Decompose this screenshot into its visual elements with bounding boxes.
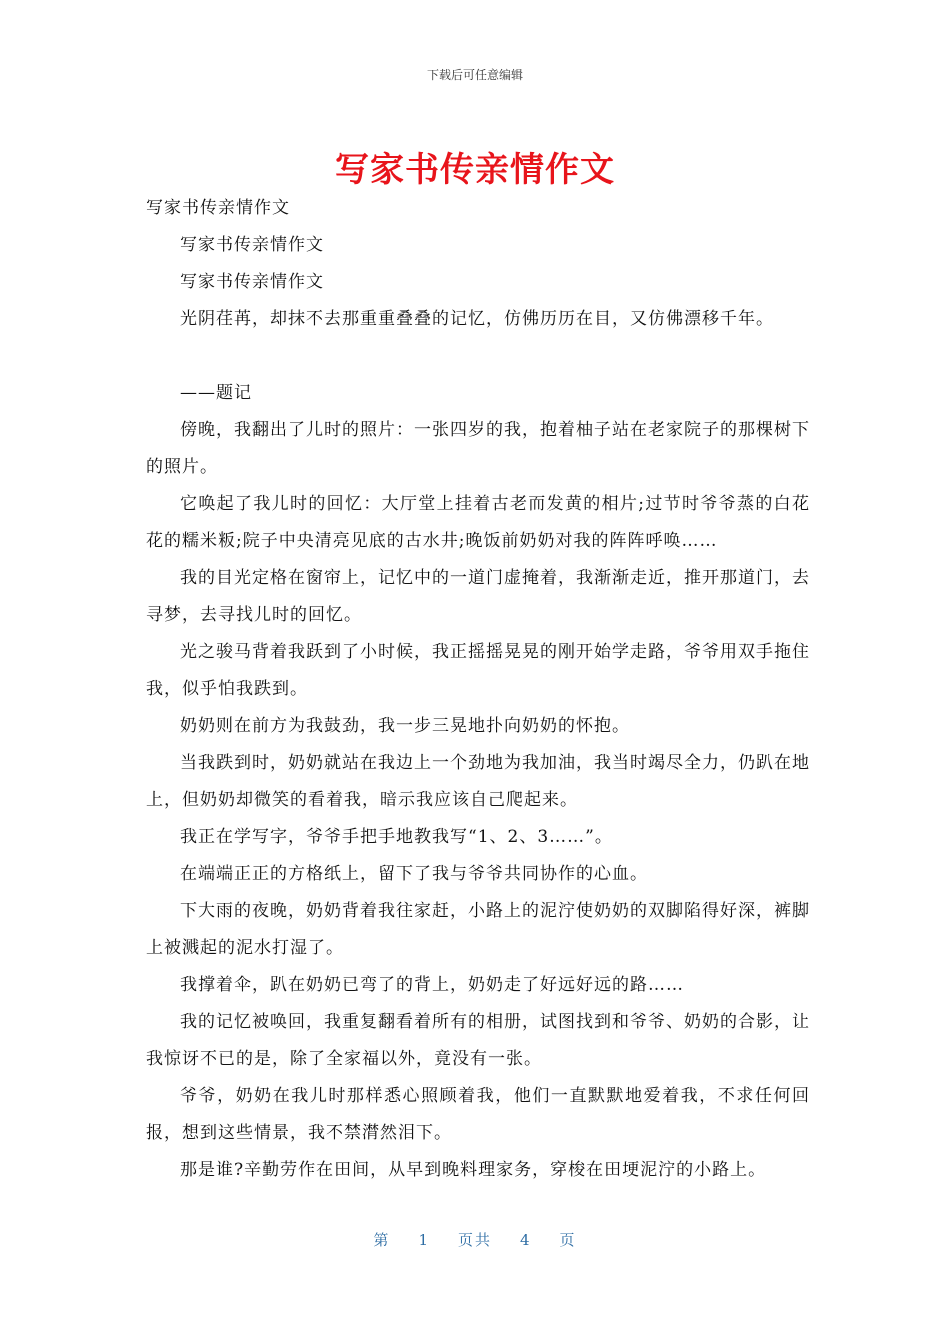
paragraph-heading: 写家书传亲情作文	[146, 198, 290, 218]
paragraph-subheading: 写家书传亲情作文	[180, 272, 324, 292]
paragraph: 光之骏马背着我跃到了小时候，我正摇摇晃晃的刚开始学走路，爷爷用双手拖住我，似乎怕我跌到。	[146, 642, 810, 699]
paragraph: 奶奶则在前方为我鼓劲，我一步三晃地扑向奶奶的怀抱。	[180, 716, 630, 736]
paragraph: 我的目光定格在窗帘上，记忆中的一道门虚掩着，我渐渐走近，推开那道门，去寻梦，去寻找儿时的回忆。	[146, 568, 810, 625]
paragraph: 那是谁?辛勤劳作在田间，从早到晚料理家务，穿梭在田埂泥泞的小路上。	[180, 1160, 767, 1180]
paragraph: 爷爷，奶奶在我儿时那样悉心照顾着我，他们一直默默地爱着我，不求任何回报，想到这些情景，我不禁潸然泪下。	[146, 1086, 810, 1143]
paragraph: 我的记忆被唤回，我重复翻看着所有的相册，试图找到和爷爷、奶奶的合影，让我惊讶不已的是，除了全家福以外，竟没有一张。	[146, 1012, 810, 1069]
paragraph: 我撑着伞，趴在奶奶已弯了的背上，奶奶走了好远好远的路……	[180, 975, 684, 995]
total-pages-number: 4	[520, 1231, 532, 1249]
paragraph: 傍晚，我翻出了儿时的照片：一张四岁的我，抱着柚子站在老家院子的那棵树下的照片。	[146, 420, 810, 477]
header-note: 下载后可任意编辑	[426, 68, 523, 82]
paragraph: 它唤起了我儿时的回忆：大厅堂上挂着古老而发黄的相片;过节时爷爷蒸的白花花的糯米粄;院子中央清亮见底的古水井;晚饭前奶奶对我的阵阵呼唤……	[146, 494, 810, 551]
paragraph-epigraph: 光阴荏苒，却抹不去那重重叠叠的记忆，仿佛历历在目，又仿佛漂移千年。	[180, 309, 774, 329]
page-label-prefix: 第	[373, 1231, 391, 1249]
paragraph: 当我跌到时，奶奶就站在我边上一个劲地为我加油，我当时竭尽全力，仍趴在地上，但奶奶却微笑的看着我，暗示我应该自己爬起来。	[146, 753, 810, 810]
current-page-number: 1	[418, 1231, 430, 1249]
document-title: 写家书传亲情作文	[335, 150, 615, 190]
paragraph-subheading: 写家书传亲情作文	[180, 235, 324, 255]
page-label-middle: 页共	[457, 1231, 492, 1249]
paragraph-epigraph-attribution: ——题记	[180, 383, 252, 403]
paragraph: 下大雨的夜晚，奶奶背着我往家赶，小路上的泥泞使奶奶的双脚陷得好深，裤脚上被溅起的泥水打湿了。	[146, 901, 810, 958]
paragraph: 在端端正正的方格纸上，留下了我与爷爷共同协作的心血。	[180, 864, 648, 884]
page-label-suffix: 页	[559, 1231, 577, 1249]
document-body	[146, 190, 810, 1189]
page-footer	[0, 1229, 950, 1250]
paragraph: 我正在学写字，爷爷手把手地教我写“1、2、3……”。	[180, 827, 613, 847]
